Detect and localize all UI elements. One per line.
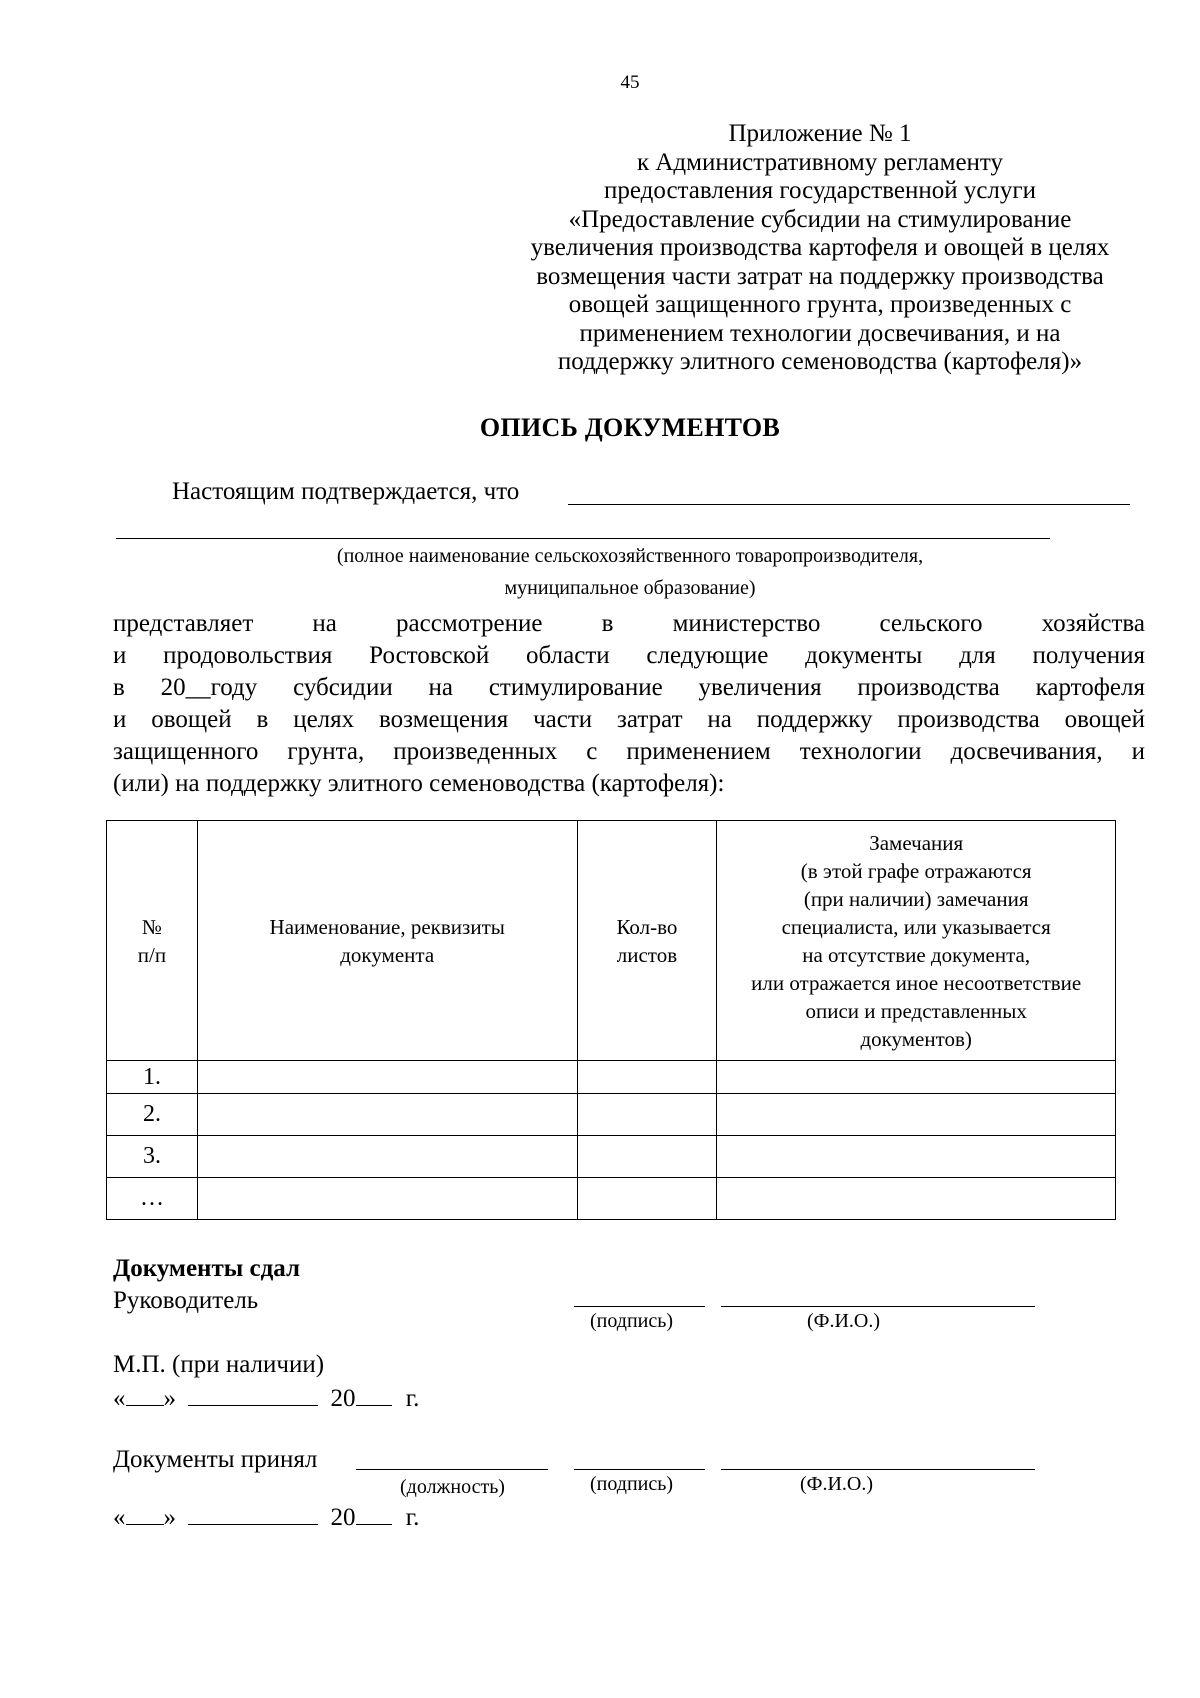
received-signature-line[interactable] [574, 1469, 705, 1470]
producer-name-line-2 [116, 538, 1050, 539]
appendix-line: овощей защищенного грунта, произведенных с [568, 291, 1072, 318]
date-year-line[interactable] [356, 1387, 392, 1406]
appendix-line: поддержку элитного семеноводства (картофеля)» [557, 348, 1083, 375]
paragraph-line: в 20__году субсидии на стимулирование увеличения производства картофеля [113, 674, 1145, 701]
submitted-fio-line[interactable] [721, 1306, 1035, 1307]
row-notes[interactable] [717, 1136, 1116, 1178]
date-day-line[interactable] [126, 1506, 164, 1525]
row-count[interactable] [577, 1178, 717, 1220]
received-signature-caption: (подпись) [590, 1473, 674, 1495]
appendix-header [470, 120, 1170, 377]
received-fio-line[interactable] [721, 1469, 1035, 1470]
appendix-line: к Административному регламенту [636, 148, 1004, 176]
submitted-heading: Документы сдал [113, 1255, 300, 1282]
documents-table [106, 820, 1116, 1220]
table-row [107, 1094, 1116, 1136]
received-label: Документы принял [113, 1446, 318, 1473]
row-num: 3. [107, 1136, 198, 1178]
intro-text: Настоящим подтверждается, что [172, 478, 520, 505]
header-name: Наименование, реквизиты документа [197, 821, 577, 1061]
main-paragraph [113, 608, 1145, 800]
row-num: 2. [107, 1094, 198, 1136]
paragraph-line: и овощей в целях возмещения части затрат на поддержку производства овощей [113, 706, 1145, 733]
submitted-role: Руководитель [113, 1287, 259, 1314]
table-header-row [107, 821, 1116, 1061]
row-name[interactable] [197, 1136, 577, 1178]
stamp-label: М.П. (при наличии) [113, 1351, 325, 1378]
appendix-line: применением технологии досвечивания, и на [579, 319, 1061, 347]
producer-caption-1: (полное наименование сельскохозяйственного товаропроизводителя, [336, 545, 924, 567]
row-num: 1. [107, 1061, 198, 1094]
row-count[interactable] [577, 1061, 717, 1094]
received-fio-caption: (Ф.И.О.) [800, 1473, 874, 1495]
paragraph-line: и продовольствия Ростовской области следующие документы для получения [113, 642, 1145, 669]
table-row [107, 1061, 1116, 1094]
submitted-fio-caption: (Ф.И.О.) [807, 1310, 881, 1332]
table-row [107, 1178, 1116, 1220]
row-count[interactable] [577, 1136, 717, 1178]
date-month-line[interactable] [188, 1506, 318, 1525]
submitted-date: « » 20 г. [113, 1385, 420, 1412]
document-title: ОПИСЬ ДОКУМЕНТОВ [479, 413, 781, 442]
row-num: … [107, 1178, 198, 1220]
date-day-line[interactable] [126, 1387, 164, 1406]
page-number: 45 [620, 72, 640, 93]
submitted-signature-line[interactable] [574, 1306, 705, 1307]
row-count[interactable] [577, 1094, 717, 1136]
paragraph-line: защищенного грунта, произведенных с применением технологии досвечивания, и [113, 738, 1145, 765]
appendix-line: «Предоставление субсидии на стимулирование [568, 205, 1072, 233]
received-position-line[interactable] [356, 1469, 548, 1470]
producer-caption-2: муниципальное образование) [504, 577, 756, 599]
appendix-line: возмещения части затрат на поддержку производства [536, 262, 1104, 290]
received-date: « » 20 г. [113, 1504, 420, 1531]
date-year-line[interactable] [356, 1506, 392, 1525]
row-name[interactable] [197, 1178, 577, 1220]
appendix-line: Приложение № 1 [728, 120, 912, 147]
header-notes: Замечания (в этой графе отражаются (при наличии) замечания специалиста, или указывается на отсутствие документа, или отражается иное несоответствие описи и представленных документов) [717, 821, 1116, 1061]
appendix-line: предоставления государственной услуги [603, 177, 1037, 204]
header-count: Кол-во листов [577, 821, 717, 1061]
row-name[interactable] [197, 1094, 577, 1136]
paragraph-line: (или) на поддержку элитного семеноводства (картофеля): [113, 770, 725, 797]
submitted-signature-caption: (подпись) [590, 1310, 674, 1332]
row-notes[interactable] [717, 1061, 1116, 1094]
appendix-line: увеличения производства картофеля и овощей в целях [530, 234, 1110, 261]
table-row [107, 1136, 1116, 1178]
received-position-caption: (должность) [400, 1476, 505, 1498]
paragraph-line: представляет на рассмотрение в министерство сельского хозяйства [113, 610, 1145, 637]
producer-name-line [568, 504, 1130, 505]
row-notes[interactable] [717, 1094, 1116, 1136]
date-month-line[interactable] [188, 1387, 318, 1406]
header-num: № п/п [107, 821, 198, 1061]
row-notes[interactable] [717, 1178, 1116, 1220]
row-name[interactable] [197, 1061, 577, 1094]
